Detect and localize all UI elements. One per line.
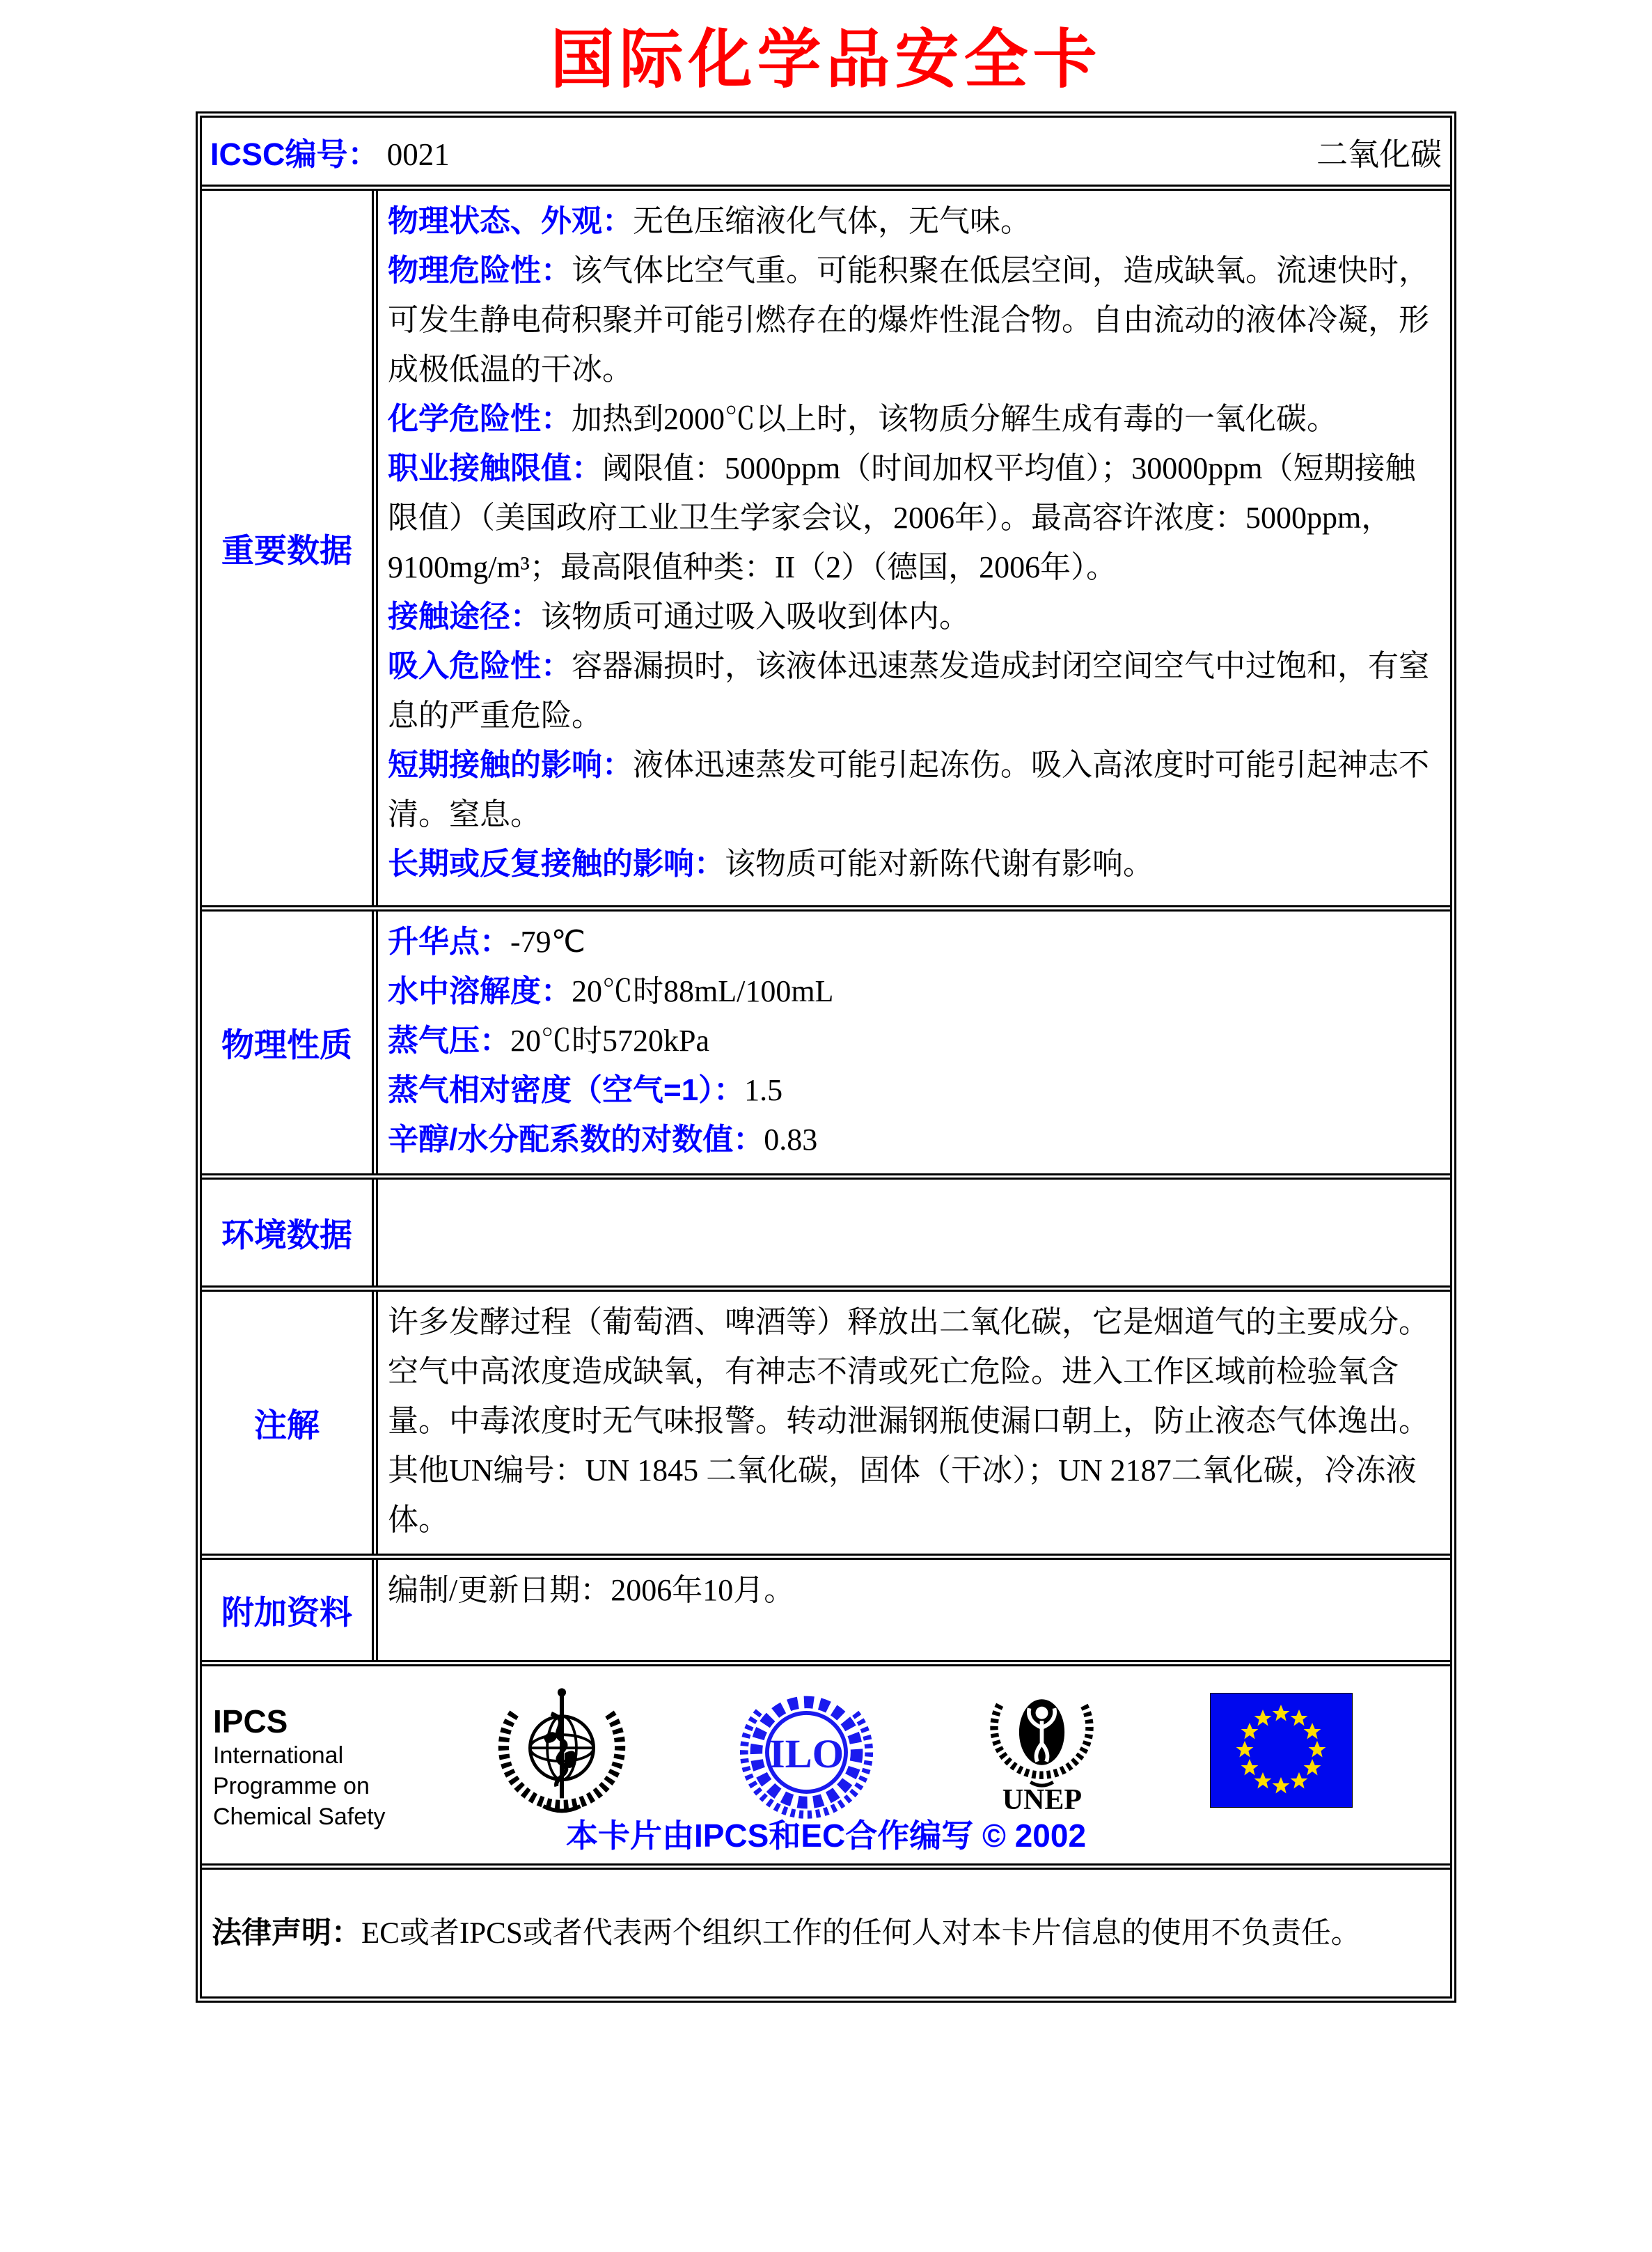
- section-label-environment: 环境数据: [202, 1180, 378, 1285]
- ilo-logo-icon: [739, 1684, 874, 1820]
- important-item: 吸入危险性：容器漏损时，该液体迅速蒸发造成封闭空间空气中过饱和，有窒息的严重危险。: [388, 649, 1429, 733]
- physical-item: 蒸气压：20℃时5720kPa: [388, 1024, 709, 1058]
- section-physical-properties: [202, 912, 1450, 1180]
- icsc-number-label: ICSC编号：: [210, 136, 379, 172]
- important-item: 物理状态、外观：无色压缩液化气体，无气味。: [388, 204, 1031, 238]
- credit-text: 本卡片由IPCS和EC合作编写: [565, 1817, 974, 1854]
- eu-flag-icon: [1210, 1693, 1353, 1808]
- ipcs-line: International: [213, 1742, 344, 1769]
- credit-line: [202, 1811, 1450, 1856]
- svg-text:ILO: ILO: [769, 1730, 844, 1776]
- section-label-important: 重要数据: [202, 191, 378, 905]
- physical-item: 蒸气相对密度（空气=1）：1.5: [388, 1073, 783, 1107]
- section-label-additional: 附加资料: [202, 1560, 378, 1660]
- physical-item: 升华点：-79℃: [388, 925, 586, 959]
- important-item: 职业接触限值：阈限值：5000ppm（时间加权平均值）；30000ppm（短期接触限值）（美国政府工业卫生学家会议，2006年）。最高容许浓度：5000ppm，9100mg/m³；最高限值种类：II（2）（德国，2006年）。: [388, 451, 1416, 584]
- important-item: 物理危险性：该气体比空气重。可能积聚在低层空间，造成缺氧。流速快时，可发生静电荷积聚并可能引燃存在的爆炸性混合物。自由流动的液体冷凝，形成极低温的干冰。: [388, 253, 1429, 386]
- legal-label: 法律声明：: [212, 1916, 361, 1950]
- section-notes: [202, 1292, 1450, 1560]
- unep-caption: UNEP: [1002, 1784, 1083, 1816]
- section-additional-info: [202, 1560, 1450, 1666]
- ipcs-line: Chemical Safety: [213, 1804, 386, 1830]
- ipcs-line: Programme on: [213, 1773, 370, 1799]
- environmental-data-content: [378, 1180, 1450, 1285]
- additional-info-content: 编制/更新日期：2006年10月。: [388, 1573, 795, 1607]
- header-row: [202, 118, 1450, 191]
- page-title: 国际化学品安全卡: [550, 24, 1102, 95]
- section-important-data: [202, 191, 1450, 912]
- ipcs-acronym: IPCS: [213, 1703, 288, 1739]
- section-label-notes: 注解: [202, 1292, 378, 1554]
- physical-properties-content: [378, 912, 1450, 1173]
- important-data-content: [378, 191, 1450, 905]
- icsc-number-value: 0021: [386, 136, 450, 172]
- section-environmental-data: [202, 1180, 1450, 1292]
- legal-paragraph: [212, 1911, 1361, 1955]
- important-item: 化学危险性：加热到2000℃以上时，该物质分解生成有毒的一氧化碳。: [388, 402, 1337, 436]
- credit-copyright: © 2002: [982, 1817, 1087, 1854]
- important-item: 短期接触的影响：液体迅速蒸发可能引起冻伤。吸入高浓度时可能引起神志不清。窒息。: [388, 748, 1429, 831]
- who-logo-icon: [496, 1684, 628, 1817]
- icsc-card: [196, 111, 1456, 2003]
- chemical-name: 二氧化碳: [1316, 136, 1442, 172]
- legal-text: EC或者IPCS或者代表两个组织工作的任何人对本卡片信息的使用不负责任。: [361, 1916, 1361, 1950]
- notes-content: 许多发酵过程（葡萄酒、啤酒等）释放出二氧化碳，它是烟道气的主要成分。空气中高浓度造成缺氧，有神志不清或死亡危险。进入工作区域前检验氧含量。中毒浓度时无气味报警。转动泄漏钢瓶使漏口朝上，防止液态气体逸出。其他UN编号：UN 1845 二氧化碳，固体（干冰）；UN 2187二氧化碳，冷冻液体。: [388, 1305, 1429, 1537]
- physical-item: 水中溶解度：20℃时88mL/100mL: [388, 974, 834, 1008]
- icsc-number-group: [210, 129, 450, 174]
- section-label-physical: 物理性质: [202, 912, 378, 1173]
- important-item: 接触途径：该物质可通过吸入吸收到体内。: [388, 600, 970, 634]
- physical-item: 辛醇/水分配系数的对数值：0.83: [388, 1123, 818, 1157]
- unep-logo-icon: [984, 1684, 1099, 1815]
- important-item: 长期或反复接触的影响：该物质可能对新陈代谢有影响。: [388, 847, 1154, 881]
- legal-row: [202, 1870, 1450, 1996]
- logos-row: [202, 1666, 1450, 1870]
